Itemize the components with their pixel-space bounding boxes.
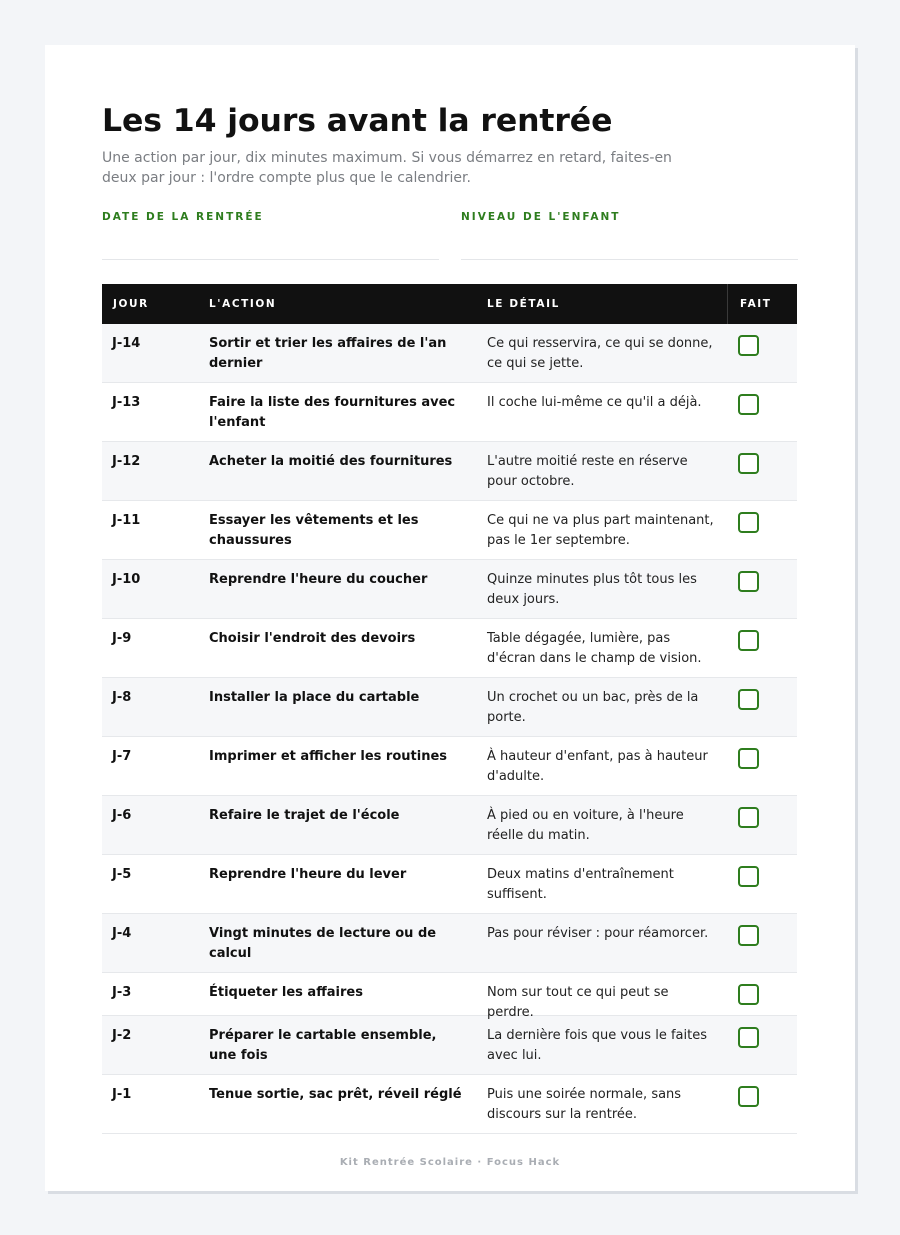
day-cell: J-2	[112, 1028, 132, 1043]
detail-cell: Deux matins d'entraînement suffisent.	[487, 867, 674, 902]
detail-cell: L'autre moitié reste en réserve pour octobre.	[487, 454, 688, 489]
table-row	[102, 619, 797, 678]
detail-cell: Pas pour réviser : pour réamorcer.	[487, 926, 709, 941]
checklist-table	[102, 284, 797, 1134]
done-cell	[727, 688, 797, 710]
done-checkbox[interactable]	[738, 1027, 759, 1048]
child-level-line[interactable]	[461, 259, 798, 260]
day-cell: J-1	[112, 1087, 132, 1102]
day-cell: J-8	[112, 690, 132, 705]
action-cell: Préparer le cartable ensemble, une fois	[209, 1028, 437, 1063]
rentree-date-line[interactable]	[102, 259, 439, 260]
day-cell: J-4	[112, 926, 132, 941]
table-row	[102, 914, 797, 973]
day-cell: J-14	[112, 336, 141, 351]
done-cell	[727, 983, 797, 1005]
detail-cell: La dernière fois que vous le faites avec lui.	[487, 1028, 707, 1063]
table-row	[102, 324, 797, 383]
detail-cell: À pied ou en voiture, à l'heure réelle du matin.	[487, 808, 684, 843]
done-checkbox[interactable]	[738, 748, 759, 769]
done-checkbox[interactable]	[738, 512, 759, 533]
table-row	[102, 560, 797, 619]
done-cell	[727, 924, 797, 946]
done-cell	[727, 1085, 797, 1107]
done-checkbox[interactable]	[738, 984, 759, 1005]
action-cell: Vingt minutes de lecture ou de calcul	[209, 926, 437, 961]
action-cell: Essayer les vêtements et les chaussures	[209, 513, 419, 548]
day-cell: J-10	[112, 572, 141, 587]
table-row	[102, 678, 797, 737]
document-page	[45, 45, 855, 1191]
done-checkbox[interactable]	[738, 630, 759, 651]
done-cell	[727, 806, 797, 828]
page-subtitle: Une action par jour, dix minutes maximum. Si vous démarrez en retard, faites-en deux par jour : l'ordre compte plus que le calendrier.	[102, 150, 672, 186]
day-cell: J-9	[112, 631, 132, 646]
detail-cell: À hauteur d'enfant, pas à hauteur d'adulte.	[487, 749, 708, 784]
action-cell: Tenue sortie, sac prêt, réveil réglé	[209, 1087, 462, 1102]
col-header-done: FAIT	[727, 284, 797, 324]
day-cell: J-3	[112, 985, 132, 1000]
done-checkbox[interactable]	[738, 925, 759, 946]
action-cell: Imprimer et afficher les routines	[209, 749, 448, 764]
action-cell: Reprendre l'heure du lever	[209, 867, 407, 882]
done-cell	[727, 452, 797, 474]
child-level-field[interactable]	[461, 211, 798, 260]
action-cell: Acheter la moitié des fournitures	[209, 454, 453, 469]
detail-cell: Il coche lui-même ce qu'il a déjà.	[487, 395, 702, 410]
detail-cell: Nom sur tout ce qui peut se perdre.	[487, 985, 669, 1020]
action-cell: Sortir et trier les affaires de l'an dernier	[209, 336, 447, 371]
detail-cell: Ce qui ne va plus part maintenant, pas le 1er septembre.	[487, 513, 714, 548]
table-row	[102, 1075, 797, 1134]
table-row	[102, 973, 797, 1020]
done-cell	[727, 334, 797, 356]
done-cell	[727, 1026, 797, 1048]
day-cell: J-6	[112, 808, 132, 823]
col-header-action: L'ACTION	[209, 298, 277, 310]
child-level-label: NIVEAU DE L'ENFANT	[461, 211, 621, 223]
done-checkbox[interactable]	[738, 689, 759, 710]
action-cell: Refaire le trajet de l'école	[209, 808, 400, 823]
done-checkbox[interactable]	[738, 1086, 759, 1107]
table-row	[102, 1016, 797, 1075]
page-title: Les 14 jours avant la rentrée	[102, 103, 613, 139]
rentree-date-field[interactable]	[102, 211, 439, 260]
done-cell	[727, 570, 797, 592]
action-cell: Étiqueter les affaires	[209, 985, 363, 1000]
action-cell: Choisir l'endroit des devoirs	[209, 631, 416, 646]
done-checkbox[interactable]	[738, 807, 759, 828]
done-cell	[727, 629, 797, 651]
done-cell	[727, 865, 797, 887]
rentree-date-label: DATE DE LA RENTRÉE	[102, 211, 264, 223]
detail-cell: Table dégagée, lumière, pas d'écran dans le champ de vision.	[487, 631, 702, 666]
table-row	[102, 855, 797, 914]
day-cell: J-12	[112, 454, 141, 469]
day-cell: J-5	[112, 867, 132, 882]
page-footer: Kit Rentrée Scolaire · Focus Hack	[339, 1157, 561, 1168]
action-cell: Faire la liste des fournitures avec l'enfant	[209, 395, 456, 430]
done-cell	[727, 511, 797, 533]
day-cell: J-13	[112, 395, 141, 410]
table-row	[102, 737, 797, 796]
detail-cell: Quinze minutes plus tôt tous les deux jours.	[487, 572, 697, 607]
table-row	[102, 383, 797, 442]
done-checkbox[interactable]	[738, 866, 759, 887]
table-row	[102, 796, 797, 855]
action-cell: Reprendre l'heure du coucher	[209, 572, 428, 587]
done-checkbox[interactable]	[738, 394, 759, 415]
col-header-day: JOUR	[113, 298, 149, 310]
day-cell: J-7	[112, 749, 132, 764]
done-checkbox[interactable]	[738, 453, 759, 474]
col-header-detail: LE DÉTAIL	[487, 298, 560, 310]
done-checkbox[interactable]	[738, 571, 759, 592]
done-cell	[727, 393, 797, 415]
table-header	[102, 284, 797, 324]
table-row	[102, 442, 797, 501]
detail-cell: Puis une soirée normale, sans discours sur la rentrée.	[487, 1087, 682, 1122]
action-cell: Installer la place du cartable	[209, 690, 420, 705]
done-cell	[727, 747, 797, 769]
detail-cell: Ce qui resservira, ce qui se donne, ce qui se jette.	[487, 336, 713, 371]
day-cell: J-11	[112, 513, 141, 528]
table-body	[102, 324, 797, 1134]
detail-cell: Un crochet ou un bac, près de la porte.	[487, 690, 699, 725]
done-checkbox[interactable]	[738, 335, 759, 356]
table-row	[102, 501, 797, 560]
